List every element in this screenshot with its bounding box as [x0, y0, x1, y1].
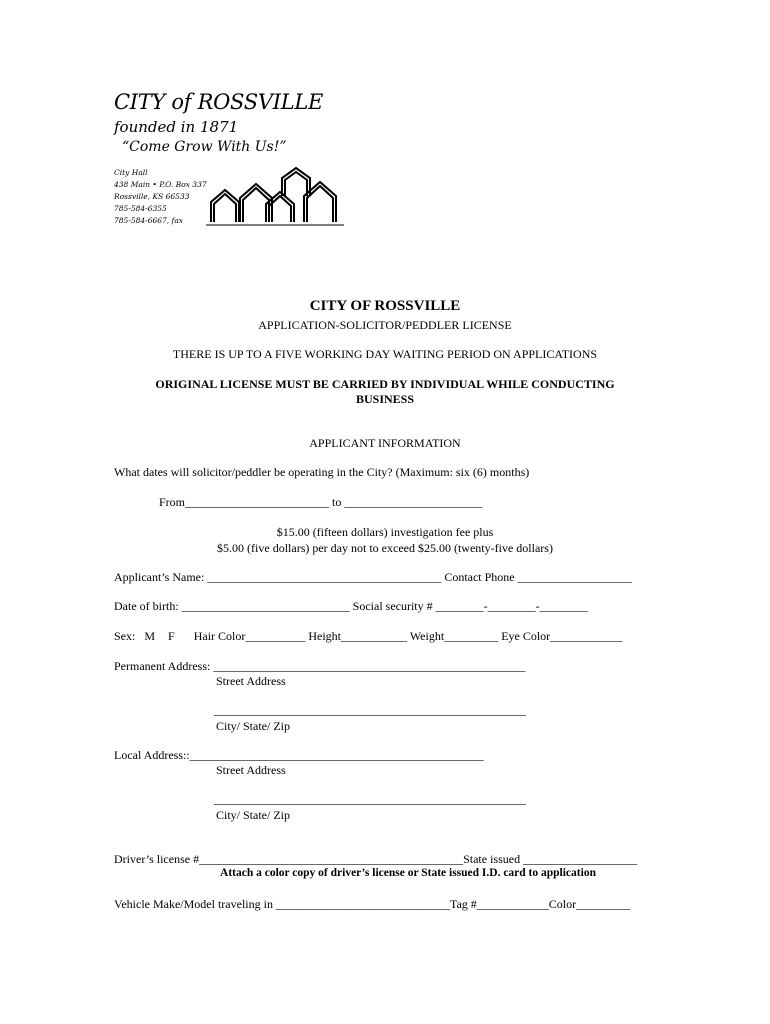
fee-line-2: $5.00 (five dollars) per day not to exceed $25.00 (twenty-five dollars): [217, 541, 553, 555]
local-city-field[interactable]: ____________________________________________________: [214, 792, 526, 806]
address-line: 438 Main • P.O. Box 337: [114, 180, 207, 189]
dates-row: [159, 495, 482, 510]
form-title: APPLICATION-SOLICITOR/PEDDLER LICENSE: [258, 318, 512, 332]
applicant-name-field[interactable]: _______________________________________: [207, 570, 442, 584]
houses-logo-icon: [206, 166, 346, 230]
eye-color-label: Eye Color: [498, 629, 551, 643]
city-caption: City/ State/ Zip: [216, 719, 290, 733]
to-label: to: [329, 495, 345, 509]
from-label: From: [159, 495, 186, 509]
permanent-street-field[interactable]: ____________________________________________________: [213, 659, 526, 673]
applicant-name-label: Applicant’s Name:: [114, 570, 208, 584]
hair-color-label: Hair Color: [193, 629, 246, 643]
height-label: Height: [305, 629, 342, 643]
tag-label: Tag #: [449, 897, 477, 911]
waiting-notice: THERE IS UP TO A FIVE WORKING DAY WAITING PERIOD ON APPLICATIONS: [172, 347, 598, 361]
eye-color-field[interactable]: ____________: [550, 629, 623, 643]
sex-label: Sex:: [114, 629, 136, 643]
state-issued-label: State issued: [463, 852, 524, 866]
name-row: [114, 570, 632, 585]
street-caption: Street Address: [216, 674, 286, 688]
height-field[interactable]: ___________: [341, 629, 408, 643]
letterhead: [114, 90, 354, 240]
dob-field[interactable]: ____________________________: [181, 599, 350, 613]
permanent-city-field[interactable]: ____________________________________________________: [214, 703, 526, 717]
permanent-address-row: [114, 659, 525, 674]
to-date-field[interactable]: _______________________: [344, 495, 483, 509]
ssn-field[interactable]: ________-________-________: [435, 599, 588, 613]
attach-note: Attach a color copy of driver’s license or State issued I.D. card to application: [220, 867, 596, 879]
org-title: CITY OF ROSSVILLE: [309, 298, 461, 314]
sex-option-m[interactable]: M: [144, 629, 156, 643]
letterhead-motto: “Come Grow With Us!”: [122, 139, 287, 155]
drivers-license-field[interactable]: ____________________________________________: [199, 852, 464, 866]
drivers-license-label: Driver’s license #: [114, 852, 200, 866]
address-line: Rossville, KS 66533: [114, 192, 190, 201]
vehicle-row: [114, 897, 630, 912]
city-caption: City/ State/ Zip: [216, 808, 290, 822]
address-line: 785-584-6667, fax: [114, 216, 184, 225]
contact-phone-label: Contact Phone: [441, 570, 518, 584]
local-address-label: Local Address::: [114, 748, 190, 762]
physical-row: [114, 629, 622, 644]
fee-line-1: $15.00 (fifteen dollars) investigation fee plus: [276, 525, 494, 539]
from-date-field[interactable]: ________________________: [185, 495, 330, 509]
drivers-license-row: [114, 852, 637, 867]
section-heading: APPLICANT INFORMATION: [309, 436, 461, 450]
local-address-row: [114, 748, 484, 763]
letterhead-title: CITY of ROSSVILLE: [114, 90, 324, 114]
local-street-field[interactable]: _________________________________________________: [189, 748, 484, 762]
color-label: Color: [548, 897, 577, 911]
sex-option-f[interactable]: F: [168, 629, 175, 643]
dates-question: What dates will solicitor/peddler be operating in the City? (Maximum: six (6) months): [114, 465, 530, 479]
weight-label: Weight: [407, 629, 445, 643]
hair-color-field[interactable]: __________: [245, 629, 306, 643]
vehicle-label: Vehicle Make/Model traveling in: [114, 897, 276, 911]
permanent-address-label: Permanent Address:: [114, 659, 214, 673]
address-line: City Hall: [114, 168, 148, 177]
dob-label: Date of birth:: [114, 599, 182, 613]
license-warning-line2: BUSINESS: [355, 392, 415, 406]
weight-field[interactable]: _________: [444, 629, 499, 643]
dob-row: [114, 599, 588, 614]
vehicle-field[interactable]: _____________________________: [275, 897, 450, 911]
tag-field[interactable]: ____________: [476, 897, 549, 911]
address-line: 785-584-6355: [114, 204, 167, 213]
license-warning-line1: ORIGINAL LICENSE MUST BE CARRIED BY INDIVIDUAL WHILE CONDUCTING: [155, 377, 615, 391]
state-issued-field[interactable]: ___________________: [523, 852, 638, 866]
color-field[interactable]: _________: [576, 897, 631, 911]
street-caption: Street Address: [216, 763, 286, 777]
ssn-label: Social security #: [349, 599, 436, 613]
letterhead-founded: founded in 1871: [114, 118, 239, 136]
contact-phone-field[interactable]: ___________________: [517, 570, 632, 584]
